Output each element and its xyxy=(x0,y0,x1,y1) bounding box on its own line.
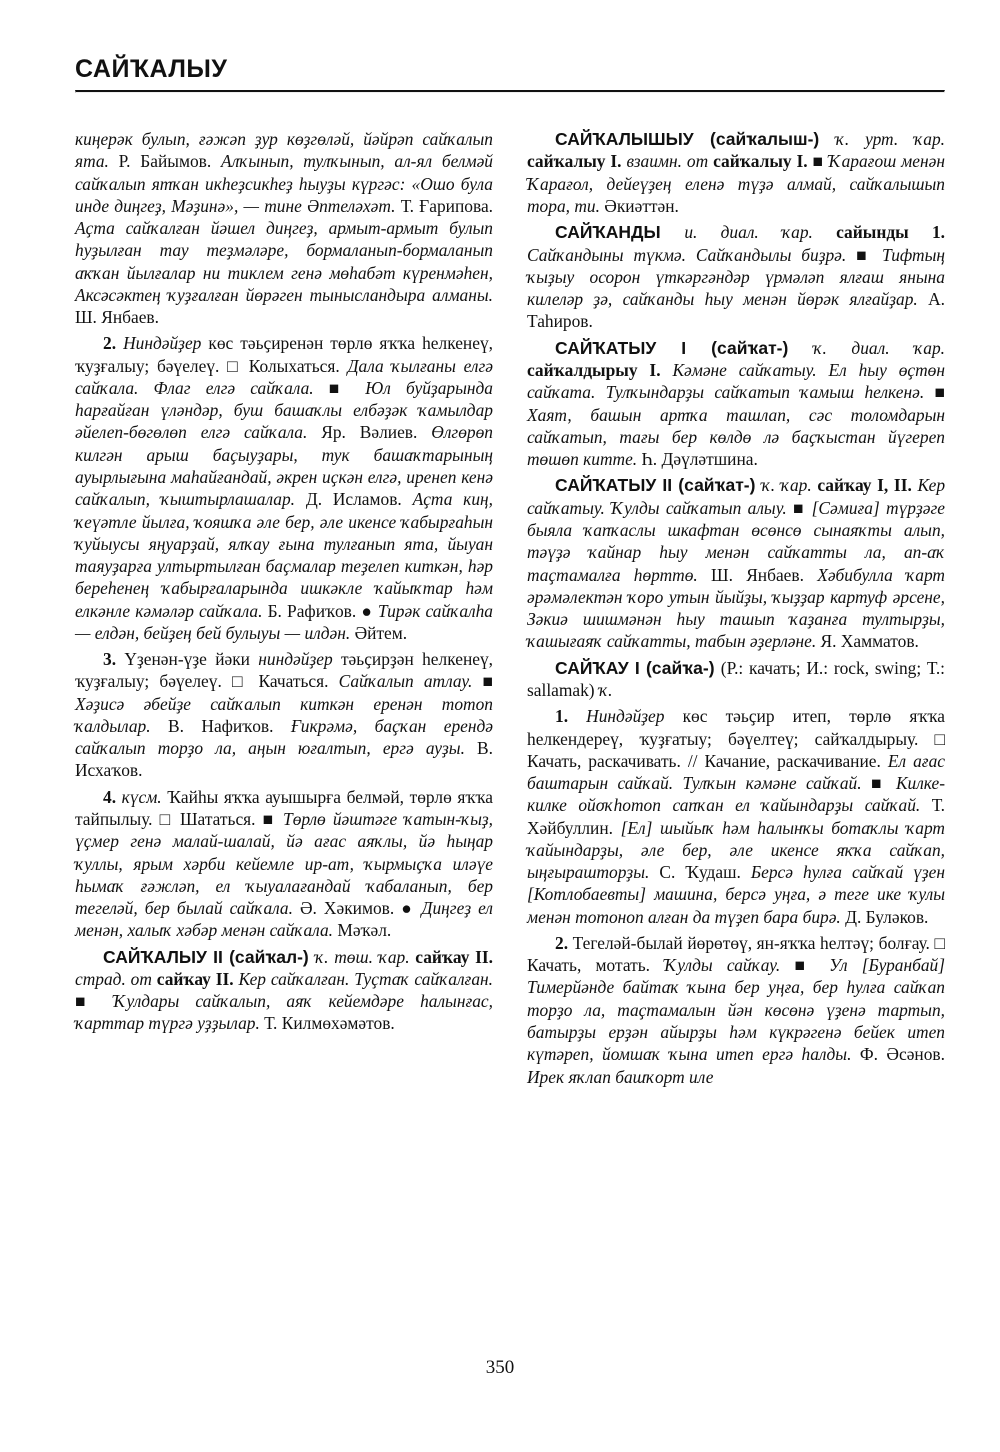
text-run: Т. Ғарипова. xyxy=(400,195,494,216)
text-run: Үҙенән-үҙе йәки xyxy=(124,649,259,670)
text-run: ● Тирәк сайҡалһа — елдән, бейҙең бей булыуы — илдән. xyxy=(75,600,493,643)
text-run: көс тәьҫиренән төрлө яҡҡа һелкенеү, ҡуҙғалыу; бәүелеү. □ Колыхаться. xyxy=(75,333,494,376)
text-run: Ш. Янбаев. xyxy=(711,564,818,585)
text-run: Я. Хамматов. xyxy=(820,631,919,652)
text-run: В. Нафиҡов. xyxy=(168,715,291,736)
dictionary-paragraph xyxy=(527,657,945,702)
text-run: взаимн. от xyxy=(626,151,714,172)
text-run: Б. Рафиҡов. xyxy=(267,600,362,621)
headword: САЙҠАЛЫШЫУ (сайҡалыш-) xyxy=(555,129,836,149)
running-head: САЙҠАЛЫУ xyxy=(75,55,228,83)
text-run: сайҡалыу I. xyxy=(527,151,627,172)
dictionary-paragraph xyxy=(527,932,945,1088)
text-run: Ниндәйҙер xyxy=(123,333,209,354)
text-run: Аҫта сайҡалған йәшел диңгеҙ, армыт-армыт булып һуҙылған тау теҙмәләре, бормаланып-бормаланып аҡҡан йылғалар ни тиклем генә мөһабәт күренмәһен, Аксәсәктең ҡуҙғалған йөрәген тынысландыра алманы. xyxy=(75,218,493,305)
headword: САЙҠАНДЫ xyxy=(555,222,685,243)
left-column xyxy=(75,128,493,1039)
text-run: [Ел] шыйыҡ һәм һалынҡы ботаҡлы ҡарт ҡайындарҙы, әле бер, әле икенсе яҡҡа сайҡап, ыңғырашторҙы. xyxy=(527,817,945,883)
text-run: Кәмәне сайҡатыу. Ел һыу өҫтөн сайҡата. Тулҡындарҙы сайҡатып ҡамыш һелкенә. ■ Хаят, башын артҡа ташлап, сәс толомдарын сайҡатып, тағы бер көлдө лә баҫҡыстан йүгереп төшөп китте. xyxy=(527,360,945,470)
text-run: ■ Ҡарағош менән Ҡарағол, дейеүҙең еленә түҙә алмай, сайҡалышып тора, ти. xyxy=(527,151,945,216)
text-run: ● Диңгеҙ ел менән, халыҡ хәбәр менән сайҡала. xyxy=(75,898,493,941)
text-run: и. диал. ҡар. xyxy=(684,222,837,243)
text-run: сайҡалыу I. xyxy=(713,151,813,172)
text-run: Берсә һулға сайҡай үҙен [Котлобаевты] машина, берсә уңға, ә теге ике ҡулы менән тотоноп алған да түҙеп бара бирә. xyxy=(527,862,945,927)
text-run: Ғикрәмә, баҫҡан ерендә сайҡалып торҙо ла, аңын юғалтып, ергә ауҙы. xyxy=(75,715,494,759)
text-run: Һ. Дәүләтшина. xyxy=(641,449,758,470)
text-run: Кер сайҡатыу. Ҡулды сайҡатып алыу. ■ [Сәмиға] түрҙәге быяла ҡапҡаслы шкафтан өсөнсө сынаяҡты алып, тәүҙә ҡайнар һыу менән сайҡатты ла, ап-аҡ таҫтамалға һөрттө. xyxy=(527,475,946,585)
text-run: Ш. Янбаев. xyxy=(75,307,159,328)
text-run: ҡ. урт. ҡар. xyxy=(835,129,945,149)
text-run: сайынды 1. xyxy=(836,222,945,243)
text-run: Ҡулды сайҡау. ■ Ул [Буранбай] Тимерйәнде байтаҡ ҡына бер уңға, бер һулға сайҡап торҙо ла, таҫтамалын йән көсөнә үҙенә тартып, батырҙы ерҙән айырҙы һәм күкрәгенә бейек итеп күтәреп, йомшаҡ ҡына итеп ергә һалды. xyxy=(527,955,946,1065)
text-run: күсм. xyxy=(121,786,168,807)
text-run: Ә. Хәкимов. xyxy=(300,898,402,919)
text-run: 2. xyxy=(103,333,124,354)
text-run: 1. xyxy=(555,706,587,727)
dictionary-paragraph xyxy=(527,705,945,928)
text-run: тәьҫирҙән һелкенеү, ҡуҙғалыу; бәүелеү. □ Качаться. xyxy=(75,649,494,692)
text-run: 4. xyxy=(103,786,122,807)
text-run: Ниндәйҙер xyxy=(586,706,683,727)
dictionary-paragraph xyxy=(527,474,945,652)
dictionary-paragraph xyxy=(75,332,493,644)
text-run: сайҡау II. xyxy=(156,968,239,989)
text-run: Ф. Әсәнов. xyxy=(859,1044,945,1065)
text-run: С. Ҡудаш. xyxy=(659,862,751,883)
dictionary-paragraph xyxy=(75,946,493,1035)
text-run: Р. Байымов. xyxy=(118,151,221,172)
text-run: Аҫта киң, ҡеүәтле йылға, ҡояшҡа әле бер, әле икенсе ҡабырғаһын ҡуйыусы яңуарҙай, ялҡау ғына тулғанып ята, йыуан таяуҙарға ултыртылған баҫмалар теҙелеп киткән, һәр береһенең ҡабырғаларында ишкәкле ҡайыҡтар һәм елкәнле кәмәләр сайҡала. xyxy=(75,489,493,621)
dictionary-paragraph xyxy=(527,337,945,471)
text-run: Алҡынып, тулҡынып, ал-ял белмәй сайҡалып ятҡан икһеҙсикһеҙ һыуҙы күргәс: «Ошо була инде диңгеҙ, Мәҙинә», — тине Әптеләхәт. xyxy=(75,151,494,216)
text-run: Т. Килмөхәмәтов. xyxy=(264,1013,395,1034)
headword: САЙҠАТЫУ I (сайҡат-) xyxy=(555,337,814,358)
dictionary-paragraph xyxy=(75,786,493,942)
dictionary-paragraph xyxy=(75,128,493,328)
header-rule xyxy=(75,90,945,93)
text-run: Сайҡалып атлау. ■ Хәҙисә әбейҙе сайҡалып киткән еренән тотоп ҡалдылар. xyxy=(75,671,493,736)
text-run: Дала ҡылғаны елгә сайҡала. Флаг елгә сайҡала. ■ Юл буйҙарында һарғайған үләндәр, буш башаҡлы елбәҙәк ҡамылдар әйелеп-бөгөлөп елгә сайҡала. xyxy=(75,355,493,443)
text-run: көс тәьҫир итеп, төрлө яҡҡа һелкендереү, ҡуҙғатыу; бәүелтеү; сайҡалдырыу. □ Качать, раскачивать. // Качание, раскачивание. xyxy=(527,706,946,771)
text-run: (Р.: качать; И.: rock, swing; Т.: sallamak) xyxy=(527,657,945,700)
headword: САЙҠАЛЫУ II (сайҡал-) xyxy=(103,946,315,967)
text-run: Мәҡәл. xyxy=(337,920,392,941)
text-run: Ирек яҡлап башҡорт иле xyxy=(527,1066,714,1087)
text-run: В. Исхаҡов. xyxy=(75,738,493,781)
text-run: Сайҡандыны түкмә. Сайҡандылы биҙрә. ■ Тифтың ҡыҙыу осорон үткәргәндәр үрмәләп ялғаш янына килеләр ҙә, сайҡанды һыу менән йөрәк ялғайҙар. xyxy=(527,244,945,310)
right-column xyxy=(527,128,945,1092)
text-run: Яр. Вәлиев. xyxy=(321,422,432,443)
text-run: Әкиәттән. xyxy=(604,195,679,216)
text-run: Ел ағас баштарын сайҡай. Тулҡын кәмәне сайҡай. ■ Килке-килке ойоҡһотоп сапҡан ел ҡайындарҙы сайҡай. xyxy=(527,750,945,816)
text-run: ниндәйҙер xyxy=(258,649,341,670)
text-run: страд. от xyxy=(75,968,157,989)
text-run: сайҡау I, II. xyxy=(817,475,918,496)
text-run: 2. xyxy=(555,932,573,953)
text-run: ҡ. xyxy=(598,680,613,700)
page-header xyxy=(75,55,945,93)
dictionary-paragraph xyxy=(527,221,945,332)
text-run: ■ Төрлө йәштәге ҡатын-ҡыҙ, үҫмер генә малай-шалай, йә ағас аяҡлы, йә һыңар ҡуллы, ярым хәрби кейемле ир-ат, ҡырмыҫҡа иләүе һымаҡ ғәжләп, ел ҡыуалағандай ҡабаланып, бер тегеләй, бер былай сайҡала. xyxy=(75,808,493,919)
text-run: Тегеләй-былай йөрөтөү, ян-яҡҡа һелтәү; болғау. □ Качать, мотать. xyxy=(527,932,945,976)
text-run: 3. xyxy=(103,649,125,670)
text-run: ҡ. төш. ҡар. xyxy=(314,946,416,967)
text-run: Өлгөрөп килгән арыш баҫыуҙары, тук башаҡтарының ауырлығына маһайғандай, әкрен иҫкән елгә, иренеп кенә сайҡалып, ҡыштырлашалар. xyxy=(75,422,493,510)
text-run: сайҡау II. xyxy=(415,946,494,967)
text-run: Т. Хәйбуллин. xyxy=(527,795,945,838)
dictionary-paragraph xyxy=(527,128,945,217)
text-run: А. Таһиров. xyxy=(527,289,945,332)
page-number: 350 xyxy=(485,1357,515,1378)
text-run: Әйтем. xyxy=(354,622,408,643)
headword: САЙҠАУ I (сайҡа-) xyxy=(555,657,721,678)
text-run: Кер сайҡалған. Туҫтаҡ сайҡалған. ■ Ҡулдары сайҡалып, аяҡ кейемдәре һалынғас, ҡарттар түргә уҙҙылар. xyxy=(75,968,493,1034)
text-run: ҡ. ҡар. xyxy=(761,475,818,496)
text-run: Д. Исламов. xyxy=(305,489,413,510)
headword: САЙҠАТЫУ II (сайҡат-) xyxy=(555,475,762,496)
text-run: Ҡайһы яҡҡа ауышырға белмәй, төрлө яҡҡа тайпылыу. □ Шататься. xyxy=(75,786,494,829)
text-run: киңерәк булып, ғәжәп ҙур көҙгөләй, йәйрәп сайҡалып ята. xyxy=(75,129,493,172)
text-run: Хәбибулла ҡарт әрәмәлектән ҡоро утын йыйҙы, ҡыҙҙар картуф әрсене, Зәкиә шишмәнән һыу ташып ҡаҙанға тултырҙы, ҡашығаяҡ сайҡатты, табын әҙерләне. xyxy=(527,564,945,652)
text-run: сайҡалдырыу I. xyxy=(527,360,673,381)
text-run: ҡ. диал. ҡар. xyxy=(813,337,945,358)
dictionary-paragraph xyxy=(75,648,493,782)
text-run: Д. Буләков. xyxy=(845,906,929,927)
